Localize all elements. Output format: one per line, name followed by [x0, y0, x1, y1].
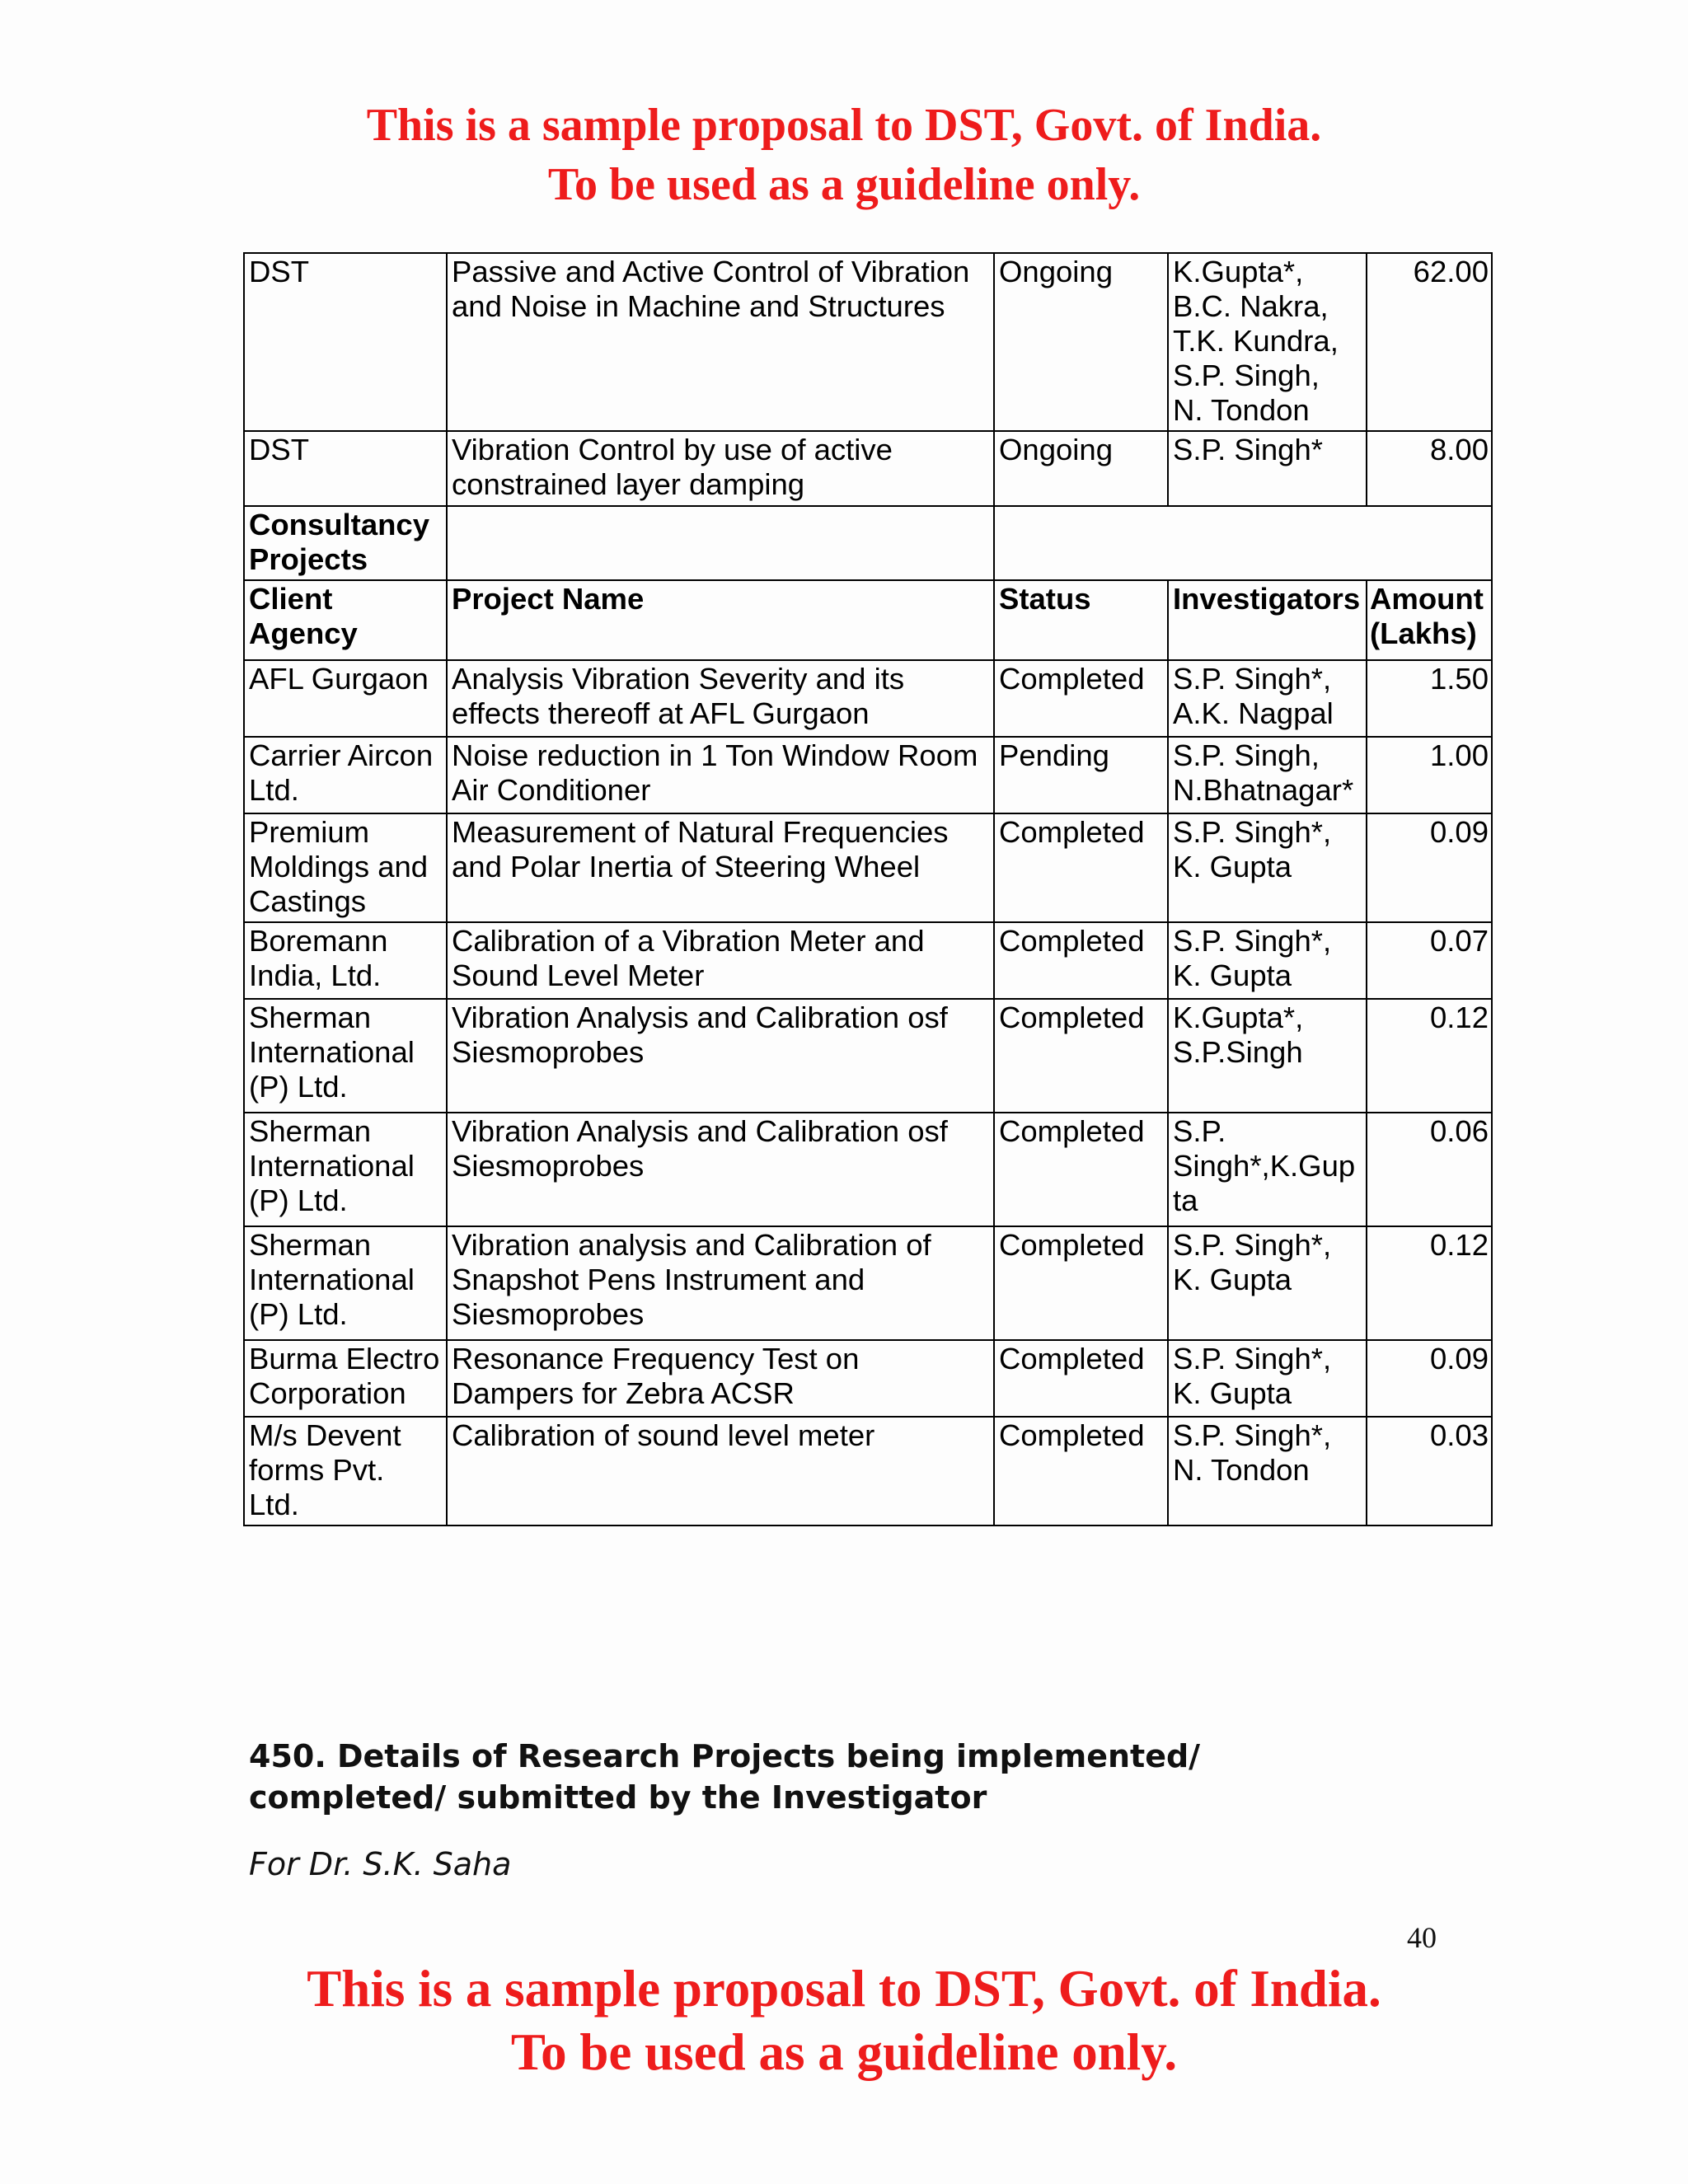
investigators-cell	[1168, 813, 1367, 922]
investigators-cell-line: S.P. Singh*,	[1173, 1228, 1332, 1262]
agency-cell-line: DST	[249, 255, 309, 288]
investigators-cell	[1168, 431, 1367, 506]
agency-cell-line: Carrier Aircon	[249, 738, 434, 772]
agency-cell-line: Ltd.	[249, 1488, 299, 1521]
project-name-cell-line: Snapshot Pens Instrument and	[452, 1263, 865, 1296]
project-name-cell-line: Dampers for Zebra ACSR	[452, 1376, 795, 1410]
header-amount-line: Amount	[1370, 582, 1484, 616]
table-row	[244, 660, 1492, 737]
project-name-cell-line: Sound Level Meter	[452, 958, 705, 992]
project-name-cell-line: Measurement of Natural Frequencies	[452, 815, 949, 849]
amount-cell: 8.00	[1367, 431, 1492, 506]
project-name-cell-line: Passive and Active Control of Vibration	[452, 255, 970, 288]
investigators-cell-line: S.P. Singh*,	[1173, 1418, 1332, 1452]
agency-cell-line: AFL Gurgaon	[249, 662, 429, 696]
project-name-cell-line: Air Conditioner	[452, 773, 651, 807]
header-project-name-line: Project Name	[452, 582, 645, 616]
project-name-cell-line: Vibration analysis and Calibration of	[452, 1228, 931, 1262]
status-cell-line: Completed	[999, 1114, 1145, 1148]
status-cell	[994, 1226, 1168, 1340]
agency-cell-line: Sherman	[249, 1001, 372, 1034]
status-cell	[994, 999, 1168, 1113]
project-name-cell	[447, 922, 994, 999]
project-name-cell	[447, 813, 994, 922]
amount-cell: 1.00	[1367, 737, 1492, 813]
agency-cell-line: Ltd.	[249, 773, 299, 807]
status-cell	[994, 1417, 1168, 1526]
project-name-cell	[447, 1226, 994, 1340]
investigators-cell-line: K. Gupta	[1173, 1376, 1292, 1410]
investigators-cell	[1168, 922, 1367, 999]
investigators-cell	[1168, 660, 1367, 737]
project-name-cell-line: Siesmoprobes	[452, 1297, 645, 1331]
agency-cell	[244, 922, 447, 999]
investigators-cell-line: S.P. Singh*,	[1173, 815, 1332, 849]
status-cell-line: Completed	[999, 815, 1145, 849]
table-row	[244, 737, 1492, 813]
investigators-cell-line: A.K. Nagpal	[1173, 696, 1334, 730]
investigators-cell	[1168, 737, 1367, 813]
status-cell	[994, 737, 1168, 813]
status-cell-line: Completed	[999, 1228, 1145, 1262]
project-name-cell	[447, 1340, 994, 1417]
agency-cell	[244, 999, 447, 1113]
status-cell	[994, 660, 1168, 737]
table-row	[244, 1417, 1492, 1526]
agency-cell-line: forms Pvt.	[249, 1453, 385, 1487]
status-cell	[994, 922, 1168, 999]
investigators-cell-line: Singh*,K.Gup	[1173, 1149, 1356, 1183]
header-row	[244, 580, 1492, 660]
investigators-cell-line: T.K. Kundra,	[1173, 324, 1339, 358]
project-name-cell-line: Vibration Analysis and Calibration osf	[452, 1001, 948, 1034]
banner-line: To be used as a guideline only.	[547, 159, 1141, 210]
watermark-banner-bottom	[0, 1957, 1688, 2084]
agency-cell	[244, 431, 447, 506]
investigators-cell-line: S.P. Singh*,	[1173, 1342, 1332, 1376]
status-cell-line: Completed	[999, 1418, 1145, 1452]
investigators-cell-line: K. Gupta	[1173, 850, 1292, 883]
agency-cell-line: International	[249, 1035, 415, 1069]
section-title-row	[244, 506, 1492, 580]
agency-cell-line: Sherman	[249, 1228, 372, 1262]
amount-cell: 0.07	[1367, 922, 1492, 999]
investigators-cell-line: S.P. Singh,	[1173, 359, 1320, 392]
section-heading	[249, 1736, 1200, 1818]
agency-cell	[244, 1113, 447, 1226]
project-name-cell-line: constrained layer damping	[452, 467, 805, 501]
investigators-cell-line: B.C. Nakra,	[1173, 289, 1329, 323]
amount-cell: 0.12	[1367, 1226, 1492, 1340]
agency-cell	[244, 813, 447, 922]
status-cell	[994, 253, 1168, 431]
investigators-cell	[1168, 1340, 1367, 1417]
agency-cell	[244, 253, 447, 431]
amount-cell: 0.03	[1367, 1417, 1492, 1526]
project-name-cell	[447, 737, 994, 813]
investigator-note: For Dr. S.K. Saha	[249, 1846, 512, 1882]
header-client-agency-line: Agency	[249, 616, 358, 650]
section-title-cell-line: Consultancy	[249, 508, 430, 541]
investigators-cell-line: K. Gupta	[1173, 1263, 1292, 1296]
agency-cell	[244, 1226, 447, 1340]
project-name-cell-line: Vibration Control by use of active	[452, 433, 893, 466]
status-cell-line: Ongoing	[999, 255, 1113, 288]
header-investigators-line: Investigators	[1173, 582, 1361, 616]
project-name-cell-line: Calibration of sound level meter	[452, 1418, 875, 1452]
investigators-cell	[1168, 1113, 1367, 1226]
table-row	[244, 813, 1492, 922]
projects-table-body	[244, 253, 1492, 1526]
table-row	[244, 999, 1492, 1113]
agency-cell-line: International	[249, 1149, 415, 1183]
amount-cell: 0.09	[1367, 1340, 1492, 1417]
header-status-line: Status	[999, 582, 1091, 616]
agency-cell-line: Boremann	[249, 924, 388, 958]
status-cell	[994, 1113, 1168, 1226]
status-cell-line: Completed	[999, 1342, 1145, 1376]
project-name-cell-line: Siesmoprobes	[452, 1035, 645, 1069]
agency-cell	[244, 737, 447, 813]
table-row	[244, 922, 1492, 999]
project-name-cell	[447, 1417, 994, 1526]
agency-cell-line: International	[249, 1263, 415, 1296]
agency-cell-line: M/s Devent	[249, 1418, 401, 1452]
project-name-cell	[447, 999, 994, 1113]
amount-cell: 1.50	[1367, 660, 1492, 737]
status-cell-line: Completed	[999, 924, 1145, 958]
project-name-cell-line: Vibration Analysis and Calibration osf	[452, 1114, 948, 1148]
investigators-cell-line: S.P. Singh*	[1173, 433, 1323, 466]
header-investigators	[1168, 580, 1367, 660]
agency-cell	[244, 1417, 447, 1526]
investigators-cell-line: S.P. Singh*,	[1173, 662, 1332, 696]
status-cell	[994, 431, 1168, 506]
section-heading-line: 450. Details of Research Projects being implemented/	[249, 1738, 1201, 1774]
page-number: 40	[1407, 1921, 1437, 1954]
investigators-cell-line: S.P. Singh*,	[1173, 924, 1332, 958]
investigators-cell-line: S.P.Singh	[1173, 1035, 1303, 1069]
status-cell-line: Completed	[999, 1001, 1145, 1034]
project-name-cell	[447, 431, 994, 506]
project-name-cell-line: Noise reduction in 1 Ton Window Room	[452, 738, 978, 772]
amount-cell: 0.12	[1367, 999, 1492, 1113]
status-cell	[994, 1340, 1168, 1417]
agency-cell-line: Moldings and	[249, 850, 429, 883]
investigators-cell-line: S.P. Singh,	[1173, 738, 1320, 772]
empty-cell	[447, 506, 994, 580]
banner-line: This is a sample proposal to DST, Govt. of India.	[307, 1960, 1381, 2018]
investigators-cell-line: N. Tondon	[1173, 1453, 1310, 1487]
status-cell-line: Pending	[999, 738, 1109, 772]
project-name-cell	[447, 660, 994, 737]
investigators-cell	[1168, 253, 1367, 431]
agency-cell-line: (P) Ltd.	[249, 1297, 348, 1331]
investigators-cell-line: S.P.	[1173, 1114, 1226, 1148]
agency-cell-line: (P) Ltd.	[249, 1070, 348, 1104]
agency-cell	[244, 660, 447, 737]
header-client-agency-line: Client	[249, 582, 333, 616]
investigators-cell-line: K.Gupta*,	[1173, 255, 1304, 288]
watermark-banner-top	[0, 96, 1688, 214]
investigators-cell-line: K. Gupta	[1173, 958, 1292, 992]
status-cell-line: Ongoing	[999, 433, 1113, 466]
project-name-cell	[447, 1113, 994, 1226]
investigators-cell	[1168, 1226, 1367, 1340]
section-title-cell	[244, 506, 447, 580]
investigators-cell-line: ta	[1173, 1183, 1198, 1217]
table-row	[244, 253, 1492, 431]
empty-cell	[994, 506, 1492, 580]
header-amount	[1367, 580, 1492, 660]
amount-cell: 62.00	[1367, 253, 1492, 431]
project-name-cell-line: and Noise in Machine and Structures	[452, 289, 945, 323]
agency-cell	[244, 1340, 447, 1417]
banner-line: This is a sample proposal to DST, Govt. of India.	[366, 100, 1322, 151]
project-name-cell	[447, 253, 994, 431]
amount-cell: 0.06	[1367, 1113, 1492, 1226]
investigators-cell	[1168, 1417, 1367, 1526]
project-name-cell-line: and Polar Inertia of Steering Wheel	[452, 850, 921, 883]
project-name-cell-line: Resonance Frequency Test on	[452, 1342, 860, 1376]
header-status	[994, 580, 1168, 660]
section-heading-line: completed/ submitted by the Investigator	[249, 1779, 987, 1816]
agency-cell-line: Corporation	[249, 1376, 406, 1410]
agency-cell-line: Premium	[249, 815, 370, 849]
investigators-cell	[1168, 999, 1367, 1113]
status-cell-line: Completed	[999, 662, 1145, 696]
agency-cell-line: Sherman	[249, 1114, 372, 1148]
section-title-cell-line: Projects	[249, 542, 368, 576]
agency-cell-line: (P) Ltd.	[249, 1183, 348, 1217]
investigators-cell-line: K.Gupta*,	[1173, 1001, 1304, 1034]
project-name-cell-line: Calibration of a Vibration Meter and	[452, 924, 925, 958]
project-name-cell-line: Siesmoprobes	[452, 1149, 645, 1183]
header-project-name	[447, 580, 994, 660]
table-row	[244, 1340, 1492, 1417]
agency-cell-line: DST	[249, 433, 309, 466]
table-row	[244, 431, 1492, 506]
status-cell	[994, 813, 1168, 922]
table-row	[244, 1113, 1492, 1226]
investigators-cell-line: N.Bhatnagar*	[1173, 773, 1354, 807]
amount-cell: 0.09	[1367, 813, 1492, 922]
agency-cell-line: Castings	[249, 884, 367, 918]
header-client-agency	[244, 580, 447, 660]
investigators-cell-line: N. Tondon	[1173, 393, 1310, 427]
header-amount-line: (Lakhs)	[1370, 616, 1477, 650]
project-name-cell-line: Analysis Vibration Severity and its	[452, 662, 905, 696]
project-name-cell-line: effects thereoff at AFL Gurgaon	[452, 696, 870, 730]
banner-line: To be used as a guideline only.	[510, 2023, 1178, 2081]
table-row	[244, 1226, 1492, 1340]
projects-table	[243, 252, 1493, 1526]
agency-cell-line: Burma Electro	[249, 1342, 440, 1376]
agency-cell-line: India, Ltd.	[249, 958, 382, 992]
